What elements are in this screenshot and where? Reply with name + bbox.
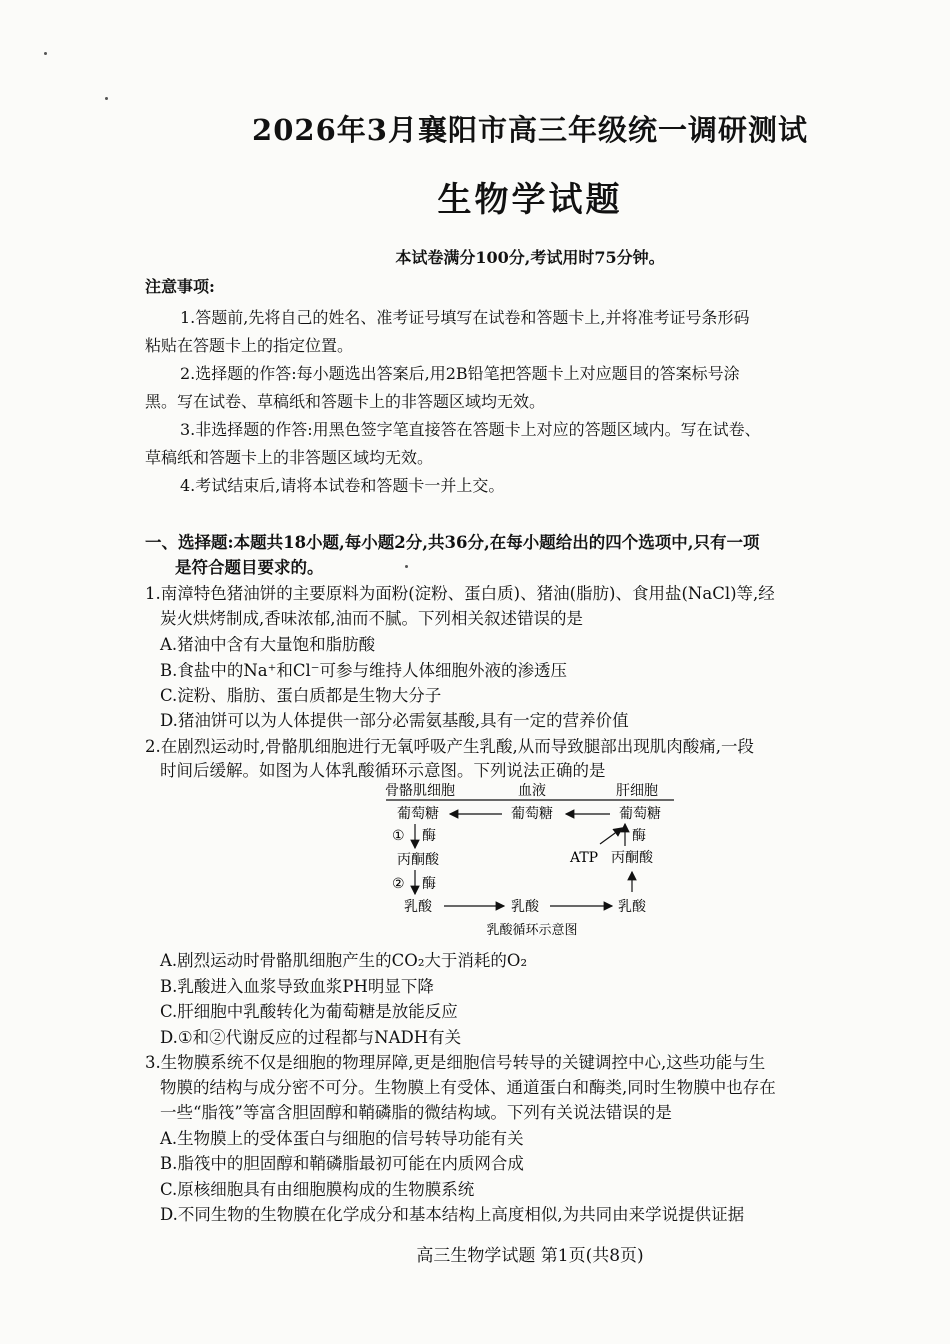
enzyme-1-label: 酶 [422, 828, 436, 844]
question-3-option-b: B.脂筏中的胆固醇和鞘磷脂最初可能在内质网合成 [160, 1154, 524, 1173]
diagram-header-blood: 血液 [518, 783, 546, 799]
notice-line: 2.选择题的作答:每小题选出答案后,用2B铅笔把答题卡上对应题目的答案标号涂 [180, 364, 740, 383]
section-heading: 一、选择题:本题共18小题,每小题2分,共36分,在每小题给出的四个选项中,只有一项 [145, 533, 760, 552]
question-2-option-d: D.①和②代谢反应的过程都与NADH有关 [160, 1028, 462, 1047]
liver-pyruvate-label: 丙酮酸 [611, 850, 653, 866]
muscle-glucose-label: 葡萄糖 [397, 806, 439, 822]
notice-line: 草稿纸和答题卡上的非答题区域均无效。 [145, 448, 434, 467]
notice-line: 1.答题前,先将自己的姓名、准考证号填写在试卷和答题卡上,并将准考证号条形码 [180, 308, 750, 327]
question-1-stem: 1.南漳特色猪油饼的主要原料为面粉(淀粉、蛋白质)、猪油(脂肪)、食用盐(NaCl)等,经 [145, 584, 775, 603]
lactate-cycle-diagram [370, 778, 690, 940]
step-2-label: ② [392, 876, 405, 892]
enzyme-2-label: 酶 [422, 876, 436, 892]
atp-input-arrow [600, 828, 622, 844]
exam-info: 本试卷满分100分,考试用时75分钟。 [395, 248, 665, 267]
blood-lactate-label: 乳酸 [511, 899, 539, 915]
diagram-caption: 乳酸循环示意图 [486, 923, 578, 938]
scan-speck [44, 52, 47, 55]
question-3-stem-cont: 一些“脂筏”等富含胆固醇和鞘磷脂的微结构域。下列有关说法错误的是 [160, 1103, 672, 1122]
question-1-option-a: A.猪油中含有大量饱和脂肪酸 [160, 635, 376, 654]
liver-lactate-label: 乳酸 [618, 899, 646, 915]
question-1-option-d: D.猪油饼可以为人体提供一部分必需氨基酸,具有一定的营养价值 [160, 711, 629, 730]
question-2-stem-cont: 时间后缓解。如图为人体乳酸循环示意图。下列说法正确的是 [160, 761, 606, 780]
question-3-option-c: C.原核细胞具有由细胞膜构成的生物膜系统 [160, 1180, 475, 1199]
question-3-option-d: D.不同生物的生物膜在化学成分和基本结构上高度相似,为共同由来学说提供证据 [160, 1205, 745, 1224]
diagram-header-muscle: 骨骼肌细胞 [385, 783, 455, 799]
question-3-stem-cont: 物膜的结构与成分密不可分。生物膜上有受体、通道蛋白和酶类,同时生物膜中也存在 [160, 1078, 776, 1097]
question-2-stem: 2.在剧烈运动时,骨骼肌细胞进行无氧呼吸产生乳酸,从而导致腿部出现肌肉酸痛,一段 [145, 737, 754, 756]
notice-line: 3.非选择题的作答:用黑色签字笔直接答在答题卡上对应的答题区域内。写在试卷、 [180, 420, 761, 439]
section-heading-cont: 是符合题目要求的。 [175, 558, 324, 577]
enzyme-3-label: 酶 [632, 828, 646, 844]
step-1-label: ① [392, 828, 405, 844]
question-1-stem-cont: 炭火烘烤制成,香味浓郁,油而不腻。下列相关叙述错误的是 [160, 609, 583, 628]
liver-glucose-label: 葡萄糖 [619, 806, 661, 822]
page-footer: 高三生物学试题 第1页(共8页) [416, 1246, 644, 1266]
question-2-option-b: B.乳酸进入血浆导致血浆PH明显下降 [160, 977, 434, 996]
notice-line: 4.考试结束后,请将本试卷和答题卡一并上交。 [180, 476, 505, 495]
exam-title: 2026年3月襄阳市高三年级统一调研测试 [252, 113, 808, 147]
notice-heading: 注意事项: [145, 277, 215, 296]
question-2-option-c: C.肝细胞中乳酸转化为葡萄糖是放能反应 [160, 1002, 458, 1021]
question-1-option-b: B.食盐中的Na⁺和Cl⁻可参与维持人体细胞外液的渗透压 [160, 661, 567, 680]
notice-line: 粘贴在答题卡上的指定位置。 [145, 336, 354, 355]
question-3-stem: 3.生物膜系统不仅是细胞的物理屏障,更是细胞信号转导的关键调控中心,这些功能与生 [145, 1053, 766, 1072]
question-3-option-a: A.生物膜上的受体蛋白与细胞的信号转导功能有关 [160, 1129, 524, 1148]
muscle-lactate-label: 乳酸 [404, 899, 432, 915]
scan-speck [405, 565, 408, 568]
notice-line: 黑。写在试卷、草稿纸和答题卡上的非答题区域均无效。 [145, 392, 546, 411]
muscle-pyruvate-label: 丙酮酸 [397, 852, 439, 868]
subject-title: 生物学试题 [437, 180, 623, 220]
diagram-header-liver: 肝细胞 [616, 783, 658, 799]
scan-speck [105, 97, 108, 100]
atp-label: ATP [570, 850, 599, 866]
question-2-option-a: A.剧烈运动时骨骼肌细胞产生的CO₂大于消耗的O₂ [160, 951, 528, 970]
question-1-option-c: C.淀粉、脂肪、蛋白质都是生物大分子 [160, 686, 442, 705]
blood-glucose-label: 葡萄糖 [511, 806, 553, 822]
